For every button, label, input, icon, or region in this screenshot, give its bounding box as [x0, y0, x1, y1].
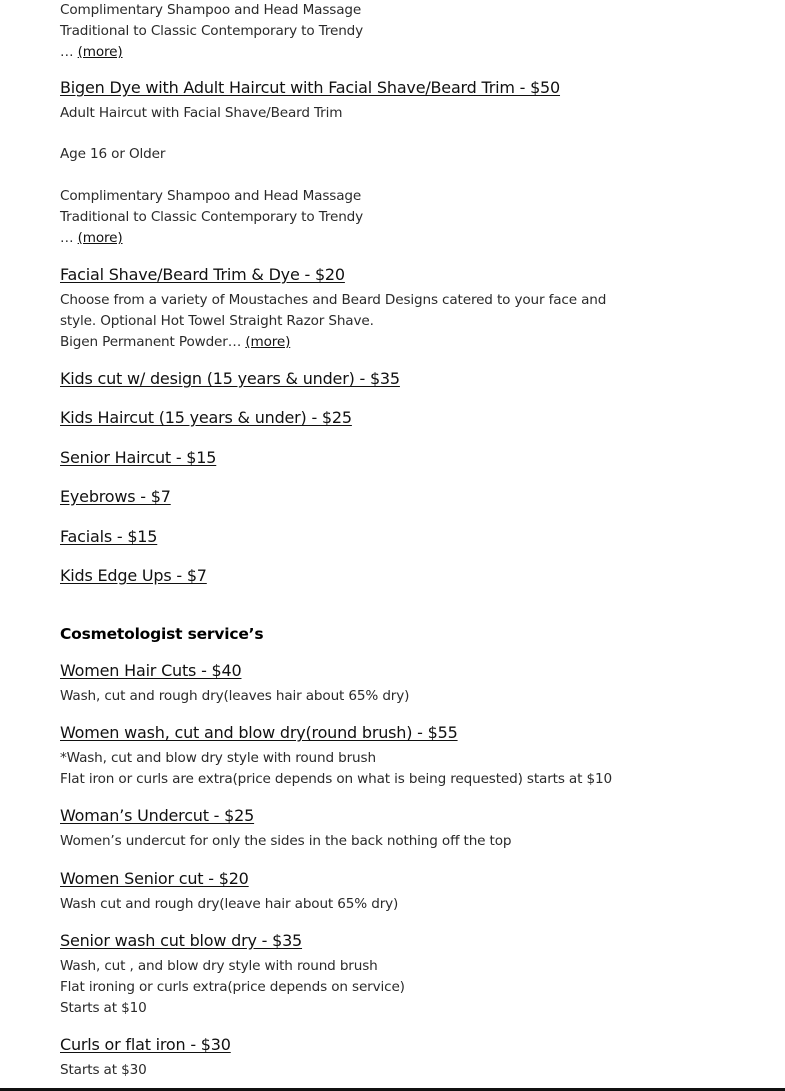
service-title-link[interactable]: Bigen Dye with Adult Haircut with Facial Shave/Beard Trim - $50: [60, 78, 561, 97]
service-item-curls-flat-iron: [60, 1035, 660, 1081]
service-item-women-wash-blow-dry: [60, 723, 660, 790]
ellipsis: Bigen Permanent Powder…: [60, 334, 246, 350]
service-item-bigen-dye: [60, 78, 660, 249]
service-description-line: *Wash, cut and blow dry style with round brush: [60, 750, 376, 766]
service-item-senior-haircut: [60, 448, 660, 468]
service-title-link[interactable]: Women Senior cut - $20: [60, 869, 249, 888]
service-item-women-hair-cuts: [60, 661, 660, 707]
service-description-line: Traditional to Classic Contemporary to Trendy: [60, 209, 364, 225]
service-description-line: Women’s undercut for only the sides in the back nothing off the top: [60, 833, 512, 849]
service-description-line: Starts at $10: [60, 1000, 147, 1016]
service-description-line: Choose from a variety of Moustaches and Beard Designs catered to your face and: [60, 292, 607, 308]
service-item-kids-design: [60, 369, 660, 389]
service-title-link[interactable]: Facials - $15: [60, 527, 158, 546]
service-item-womans-undercut: [60, 806, 660, 852]
service-item-partial: [60, 0, 660, 63]
service-item-women-senior-cut: [60, 869, 660, 915]
service-description-line: [60, 332, 660, 353]
service-item-kids-haircut: [60, 408, 660, 428]
more-link[interactable]: (more): [77, 44, 123, 60]
service-description-line: Complimentary Shampoo and Head Massage: [60, 2, 362, 18]
service-title-link[interactable]: Eyebrows - $7: [60, 487, 171, 506]
more-link[interactable]: (more): [245, 334, 291, 350]
service-title-link[interactable]: Facial Shave/Beard Trim & Dye - $20: [60, 265, 345, 284]
service-title-link[interactable]: Kids Haircut (15 years & under) - $25: [60, 408, 352, 427]
service-description-line: Adult Haircut with Facial Shave/Beard Trim: [60, 105, 343, 121]
service-item-facial-shave-dye: [60, 265, 660, 353]
service-title-link[interactable]: Kids Edge Ups - $7: [60, 566, 207, 585]
service-item-senior-wash-blow-dry: [60, 931, 660, 1019]
service-description-line: Traditional to Classic Contemporary to Trendy: [60, 23, 364, 39]
more-link[interactable]: (more): [77, 230, 123, 246]
service-description-line: Flat ironing or curls extra(price depends on service): [60, 979, 405, 995]
service-item-facials: [60, 527, 660, 547]
service-title-link[interactable]: Women wash, cut and blow dry(round brush) - $55: [60, 723, 458, 742]
service-item-kids-edge-ups: [60, 566, 660, 586]
service-title-link[interactable]: Senior wash cut blow dry - $35: [60, 931, 303, 950]
ellipsis: …: [60, 44, 78, 60]
service-title-link[interactable]: Kids cut w/ design (15 years & under) - $35: [60, 369, 400, 388]
service-title-link[interactable]: Senior Haircut - $15: [60, 448, 217, 467]
ellipsis: …: [60, 230, 78, 246]
service-description-line: [60, 228, 660, 249]
service-title-link[interactable]: Women Hair Cuts - $40: [60, 661, 242, 680]
service-title-link[interactable]: Woman’s Undercut - $25: [60, 806, 255, 825]
service-description-line: Age 16 or Older: [60, 146, 166, 162]
section-heading-cosmetologist: Cosmetologist service’s: [60, 625, 264, 643]
service-description-line: Flat iron or curls are extra(price depends on what is being requested) starts at $10: [60, 771, 612, 787]
service-description-line: Starts at $30: [60, 1062, 147, 1078]
service-description-line: Wash, cut and rough dry(leaves hair about 65% dry): [60, 688, 410, 704]
service-title-link[interactable]: Curls or flat iron - $30: [60, 1035, 231, 1054]
service-description-line: Wash cut and rough dry(leave hair about 65% dry): [60, 896, 399, 912]
service-description-line: [60, 42, 660, 63]
service-description-line: style. Optional Hot Towel Straight Razor Shave.: [60, 313, 374, 329]
service-item-eyebrows: [60, 487, 660, 507]
service-description-line: Complimentary Shampoo and Head Massage: [60, 188, 362, 204]
service-description-line: Wash, cut , and blow dry style with round brush: [60, 958, 378, 974]
